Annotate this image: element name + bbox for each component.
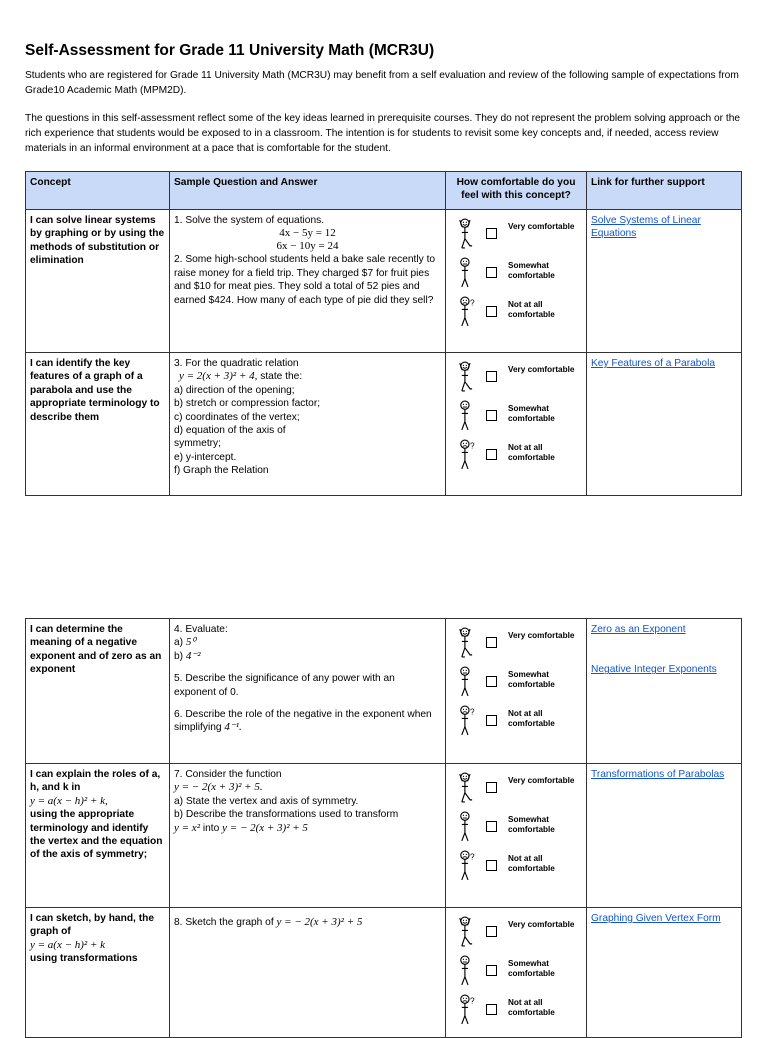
- comfort-cell: [446, 210, 587, 353]
- support-link[interactable]: Solve Systems of Linear Equations: [591, 215, 701, 240]
- comfort-checkbox[interactable]: [486, 637, 497, 648]
- comfort-option: [450, 666, 582, 705]
- support-link[interactable]: Key Features of a Parabola: [591, 358, 716, 369]
- question-cell: [170, 908, 446, 1038]
- header-concept: Concept: [26, 172, 170, 210]
- question-cell: [170, 764, 446, 908]
- equation: y = − 2(x + 3)² + 5.: [174, 781, 263, 794]
- comfort-option: [450, 218, 582, 257]
- link-cell: [587, 353, 742, 496]
- comfort-checkbox[interactable]: [486, 821, 497, 832]
- comfort-label: Very comfortable: [508, 631, 575, 640]
- comfort-checkbox[interactable]: [486, 449, 497, 460]
- table-row: [26, 908, 742, 1038]
- neutral-figure-icon: [456, 666, 480, 698]
- happy-figure-icon: [456, 361, 480, 393]
- question-item: a): [174, 637, 184, 649]
- neutral-figure-icon: [456, 811, 480, 843]
- question-text: state the:: [257, 371, 303, 383]
- confused-figure-icon: [456, 994, 480, 1026]
- comfort-checkbox[interactable]: [486, 676, 497, 687]
- question-text: 2. Some high-school students held a bake sale recently to raise money for a field trip. They charged $7 for fruit pies and $10 for meat pies. They sold a total of 52 pies and earned $424. How many of each type of pie did they sell?: [174, 254, 436, 306]
- question-text: 4. Evaluate:: [174, 624, 228, 635]
- question-item: a) State the vertex and axis of symmetry.: [174, 795, 359, 807]
- comfort-label: Not at all comfortable: [508, 443, 555, 462]
- header-link: Link for further support: [587, 172, 742, 210]
- comfort-option: [450, 627, 582, 666]
- comfort-checkbox[interactable]: [486, 267, 497, 278]
- comfort-label: Somewhat comfortable: [508, 404, 555, 423]
- comfort-cell: [446, 619, 587, 764]
- link-cell: [587, 764, 742, 908]
- question-text: 6. Describe the role of the negative in the exponent when simplifying: [174, 709, 432, 734]
- link-cell: [587, 210, 742, 353]
- question-item: a) direction of the opening;: [174, 384, 295, 396]
- concept-cell: [26, 764, 170, 908]
- equation: 4⁻²: [185, 649, 201, 662]
- comfort-option: [450, 772, 582, 811]
- concept-text: using transformations: [30, 953, 138, 965]
- question-item: c) coordinates of the vertex;: [174, 411, 300, 423]
- comfort-option: [450, 916, 582, 955]
- happy-figure-icon: [456, 218, 480, 250]
- confused-figure-icon: [456, 439, 480, 471]
- equation: 4x − 5y = 12: [279, 227, 336, 240]
- comfort-label: Very comfortable: [508, 776, 575, 785]
- question-text: 7. Consider the function: [174, 769, 282, 780]
- question-text: 3. For the quadratic relation: [174, 358, 299, 369]
- comfort-option: [450, 994, 582, 1033]
- equation: y = x²: [174, 821, 200, 834]
- concept-text: using the appropriate terminology and identify the vertex and the equation of the axis of symmetry;: [30, 809, 163, 861]
- comfort-checkbox[interactable]: [486, 228, 497, 239]
- comfort-checkbox[interactable]: [486, 965, 497, 976]
- equation: y = a(x − h)² + k: [30, 938, 106, 951]
- comfort-option: [450, 400, 582, 439]
- confused-figure-icon: [456, 705, 480, 737]
- confused-figure-icon: [456, 296, 480, 328]
- equation: y = a(x − h)² + k,: [30, 794, 108, 807]
- question-text: 8. Sketch the graph of: [174, 917, 274, 928]
- support-link[interactable]: Transformations of Parabolas: [591, 769, 725, 780]
- comfort-option: [450, 705, 582, 744]
- question-text: into: [200, 822, 223, 834]
- equation: y = − 2(x + 3)² + 5: [222, 821, 308, 834]
- comfort-label: Somewhat comfortable: [508, 815, 555, 834]
- comfort-checkbox[interactable]: [486, 860, 497, 871]
- concept-text: I can sketch, by hand, the graph of: [30, 913, 154, 938]
- comfort-label: Not at all comfortable: [508, 709, 555, 728]
- comfort-cell: [446, 764, 587, 908]
- neutral-figure-icon: [456, 400, 480, 432]
- intro-paragraph-1: Students who are registered for Grade 11 University Math (MCR3U) may benefit from a self evaluation and review of the following sample of expectations from Grade10 Academic Math (MPM2D).: [25, 70, 739, 96]
- support-link[interactable]: Negative Integer Exponents: [591, 664, 717, 676]
- table-row: [26, 210, 742, 353]
- concept-text: I can explain the roles of a, h, and k in: [30, 769, 161, 794]
- comfort-checkbox[interactable]: [486, 926, 497, 937]
- question-item: e) y-intercept.: [174, 451, 237, 463]
- comfort-option: [450, 850, 582, 889]
- concept-cell: I can identify the key features of a graph of a parabola and use the appropriate terminology to describe them: [26, 353, 170, 496]
- link-cell: [587, 908, 742, 1038]
- confused-figure-icon: [456, 850, 480, 882]
- concept-cell: I can solve linear systems by graphing or by using the methods of substitution or elimination: [26, 210, 170, 353]
- table-row: [26, 353, 742, 496]
- equation: 6x − 10y = 24: [276, 240, 339, 253]
- comfort-checkbox[interactable]: [486, 306, 497, 317]
- neutral-figure-icon: [456, 257, 480, 289]
- comfort-cell: [446, 353, 587, 496]
- comfort-label: Very comfortable: [508, 222, 575, 231]
- comfort-label: Not at all comfortable: [508, 998, 555, 1017]
- happy-figure-icon: [456, 916, 480, 948]
- assessment-table-2: [25, 618, 742, 1038]
- link-cell: [587, 619, 742, 764]
- intro-paragraph-2: The questions in this self-assessment reflect some of the key ideas learned in prerequisite courses. They do not represent the problem solving approach or the rich experience that students would be exposed to in a classroom. The intention is for students to revisit some key concepts and, if needed, access review materials in an informal environment at a pace that is comfortable for the student.: [25, 113, 741, 154]
- question-item: b) stretch or compression factor;: [174, 398, 321, 410]
- comfort-label: Not at all comfortable: [508, 854, 555, 873]
- question-item: d) equation of the axis of symmetry;: [174, 425, 286, 450]
- concept-cell: [26, 908, 170, 1038]
- support-link[interactable]: Graphing Given Vertex Form: [591, 913, 721, 924]
- equation: 4⁻¹.: [224, 721, 242, 734]
- comfort-checkbox[interactable]: [486, 410, 497, 421]
- comfort-label: Somewhat comfortable: [508, 959, 555, 978]
- header-comfort: How comfortable do you feel with this concept?: [446, 172, 587, 210]
- neutral-figure-icon: [456, 955, 480, 987]
- table-row: [26, 764, 742, 908]
- question-text: 1. Solve the system of equations.: [174, 215, 325, 226]
- comfort-label: Very comfortable: [508, 365, 575, 374]
- concept-cell: I can determine the meaning of a negative exponent and of zero as an exponent: [26, 619, 170, 764]
- comfort-option: [450, 439, 582, 478]
- comfort-option: [450, 361, 582, 400]
- comfort-checkbox[interactable]: [486, 1004, 497, 1015]
- comfort-option: [450, 811, 582, 850]
- comfort-label: Somewhat comfortable: [508, 261, 555, 280]
- comfort-checkbox[interactable]: [486, 715, 497, 726]
- happy-figure-icon: [456, 772, 480, 804]
- question-text: 5. Describe the significance of any power with an exponent of 0.: [174, 673, 395, 698]
- support-link[interactable]: Zero as an Exponent: [591, 624, 686, 635]
- comfort-option: [450, 257, 582, 296]
- happy-figure-icon: [456, 627, 480, 659]
- question-item: b) Describe the transformations used to transform: [174, 809, 399, 821]
- comfort-label: Very comfortable: [508, 920, 575, 929]
- question-cell: [170, 210, 446, 353]
- question-cell: [170, 353, 446, 496]
- equation: y = − 2(x + 3)² + 5: [276, 916, 363, 928]
- header-sample: Sample Question and Answer: [170, 172, 446, 210]
- table-row: [26, 619, 742, 764]
- comfort-label: Somewhat comfortable: [508, 670, 555, 689]
- equation: 5⁰: [185, 636, 196, 649]
- assessment-table-1: [25, 171, 742, 496]
- comfort-label: Not at all comfortable: [508, 300, 555, 319]
- equation: y = 2(x + 3)² + 4,: [179, 370, 258, 383]
- question-item: f) Graph the Relation: [174, 465, 269, 477]
- comfort-checkbox[interactable]: [486, 782, 497, 793]
- comfort-checkbox[interactable]: [486, 371, 497, 382]
- question-item: b): [174, 650, 184, 662]
- question-cell: [170, 619, 446, 764]
- page-title: Self-Assessment for Grade 11 University Math (MCR3U): [25, 42, 435, 59]
- comfort-cell: [446, 908, 587, 1038]
- comfort-option: [450, 296, 582, 335]
- comfort-option: [450, 955, 582, 994]
